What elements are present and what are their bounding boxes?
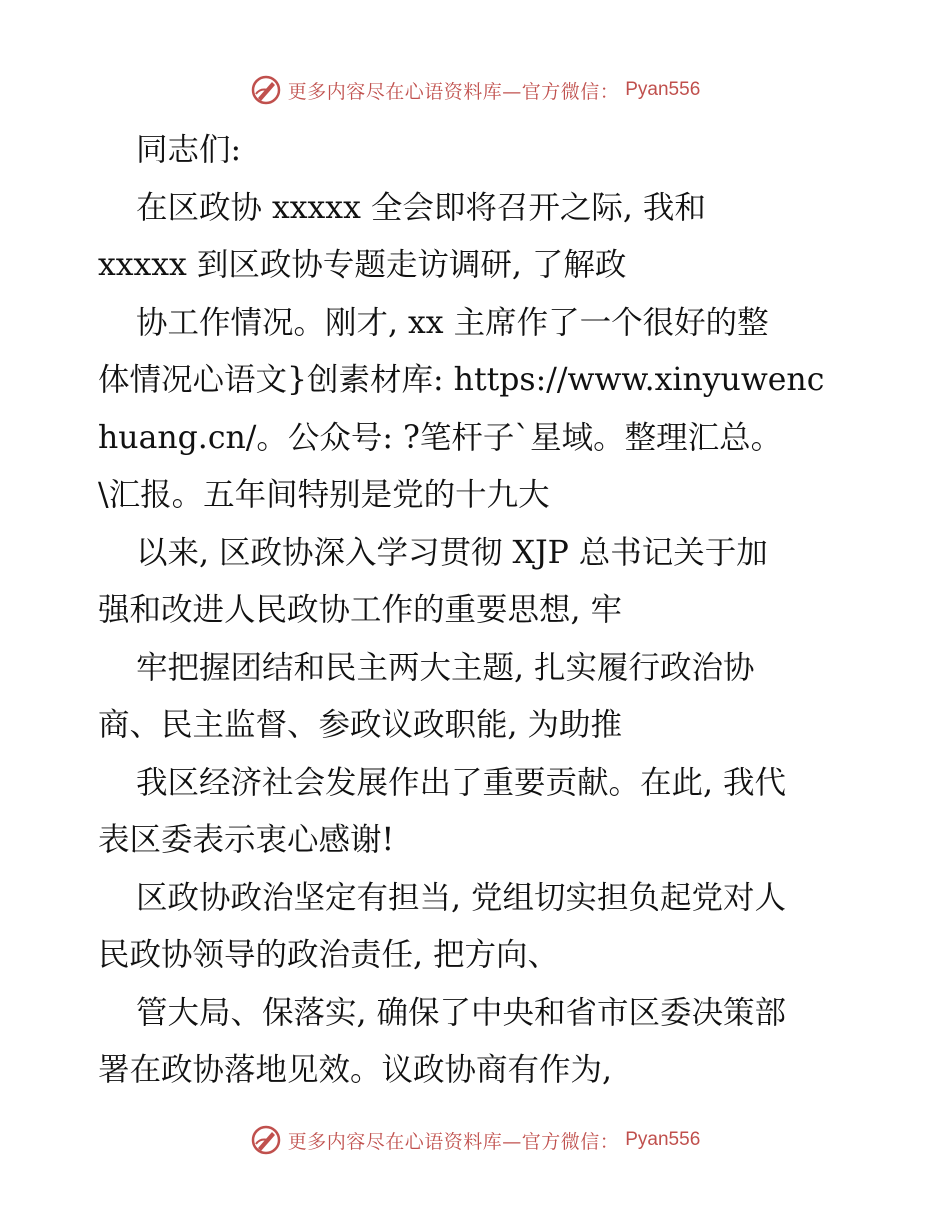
text-line: \汇报。五年间特别是党的十九大 bbox=[98, 477, 550, 513]
text-line: 我区经济社会发展作出了重要贡献。在此, 我代 bbox=[136, 764, 787, 801]
header-banner bbox=[0, 70, 950, 110]
pen-logo-icon bbox=[250, 74, 282, 106]
footer-banner-text: 更多内容尽在心语资料库—官方微信： bbox=[287, 1130, 620, 1153]
text-line: 协工作情况。刚才, xx 主席作了一个很好的整 bbox=[136, 304, 769, 341]
text-line: 同志们: bbox=[136, 132, 242, 168]
text-line: 以来, 区政协深入学习贯彻 XJP 总书记关于加 bbox=[136, 534, 768, 571]
text-line: 强和改进人民政协工作的重要思想, 牢 bbox=[98, 592, 623, 628]
text-line: 在区政协 xxxxx 全会即将召开之际, 我和 bbox=[136, 189, 706, 226]
text-line: xxxxx 到区政协专题走访调研, 了解政 bbox=[98, 247, 627, 283]
text-line: 民政协领导的政治责任, 把方向、 bbox=[98, 937, 560, 973]
footer-banner-id: Pyan556 bbox=[625, 1129, 701, 1150]
text-line: 区政协政治坚定有担当, 党组切实担负起党对人 bbox=[136, 879, 787, 916]
text-line: 管大局、保落实, 确保了中央和省市区委决策部 bbox=[136, 994, 787, 1031]
text-line: 牢把握团结和民主两大主题, 扎实履行政治协 bbox=[136, 649, 755, 686]
header-banner-id: Pyan556 bbox=[625, 79, 701, 100]
text-line: huang.cn/。公众号: ?笔杆子`星域。整理汇总。 bbox=[98, 419, 783, 456]
header-banner-text: 更多内容尽在心语资料库—官方微信： bbox=[287, 80, 620, 103]
footer-banner bbox=[0, 1120, 950, 1160]
pen-logo-icon bbox=[250, 1124, 282, 1156]
document-body bbox=[98, 122, 868, 1100]
text-line: 署在政协落地见效。议政协商有作为, bbox=[98, 1052, 613, 1088]
text-line: 体情况心语文}创素材库: https://www.xinyuwenc bbox=[98, 362, 825, 398]
text-line: 表区委表示衷心感谢! bbox=[98, 822, 395, 858]
text-line: 商、民主监督、参政议政职能, 为助推 bbox=[98, 707, 623, 743]
